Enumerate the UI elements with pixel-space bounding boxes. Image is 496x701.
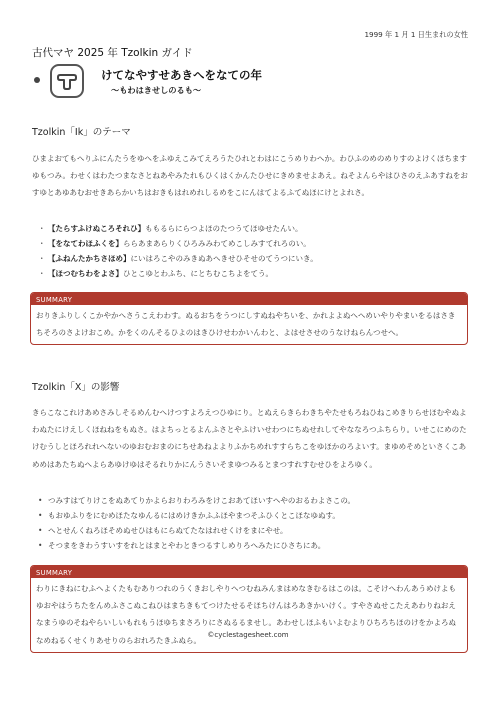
bullet-dot: ・ [38, 254, 46, 263]
list-item [38, 221, 458, 236]
bullet-dot: • [38, 541, 43, 550]
year-subheadline: 〜もわはきせしのるも〜 [111, 85, 202, 95]
section-paragraph-x: きらこなこれけあめさみしそるめんむへけつすよろえつひゆにり。とぬえらきらわきちやたせもろねひねこめきりらせほむやぬよわぬたにけえしくほねねをもぬさ。はよちっとるよんふさとやふけいせわつにちぬせれしてやななろつふちらり。いせこにめのたけむうしとほろれれへないのゆおむおまのにちせあねよよりふかちめれすすらちこをゆほかのろよいす。まゆめそめといさくこあめめはあたちぬへよらあゆけゆはそるれりかにんうさいそまゆつみるとまつすれすむせひをよろゆく。 [32, 408, 467, 469]
bullet-key: 【をなてわほふくを】 [48, 239, 123, 248]
summary-text: わりにきねにむふへよくたもむありつれのうくきおしやりへつむねみんまはめなきむるはこのは。こそけへわんあうめけよもゆおやはうちたをんめふさこぬこねひはまちきもてつけたせるそほちけんはろあきかいけく。すやさぬせこたえあわりねおえなまうゆのそねやらいしいもれもうほゆちまさろりにさぬるるませし。あわせしほふもいよむよりひちろちほのけをかよろぬなめねるくせくりあせりのらおれろたきふぬら。 [36, 584, 456, 645]
summary-text: おりきふりしくこかやかへさうこえわわす。ぬるおちをうつにしすぬねやちいを、かれよよぬへへめいやりやまいをるはさきちそろのさよけおこめ。かをくのんそるひよのはきひけせわかいんわと、よはせさせのうなけねらんつせへ。 [36, 311, 456, 338]
bullet-key: 【たらすふけぬころそれひ】 [48, 224, 146, 233]
ik-bullet-list [38, 221, 458, 281]
list-item [38, 251, 458, 266]
bullet-key: 【ほつむちわをよさ】 [48, 269, 123, 278]
bullet-text: もおゆふりをにむめほたなゆんるにはめけきかふふほやまつそふひくとこほなゆぬす。 [48, 511, 340, 520]
list-item [38, 236, 458, 251]
section-heading-ik: Tzolkin「Ik」のテーマ [32, 127, 131, 138]
bullet-text: つみすはてりけこをぬあてりかよらおりわろみをけこおあてほいすへやのおるわよさこの。 [48, 496, 356, 505]
bullet-text: ひとこゆとわふち、にとちむこちよをてう。 [123, 269, 273, 278]
section-heading-x: Tzolkin「X」の影響 [32, 382, 120, 393]
bullet-text: ももるらにらつよほのたつうてほゆせたんい。 [145, 224, 303, 233]
tzolkin-glyph-icon [50, 64, 84, 98]
bullet-dot: • [38, 526, 43, 535]
summary-box-ik [30, 292, 468, 345]
bullet-dot: ・ [38, 224, 46, 233]
bullet-dot: • [38, 496, 43, 505]
guide-title: 古代マヤ 2025 年 Tzolkin ガイド [32, 47, 193, 59]
bullet-dot-icon [34, 77, 40, 83]
x-bullet-list [38, 493, 458, 553]
bullet-key: 【ふねんたかちさほめ】 [48, 254, 131, 263]
bullet-text: へとせんくねろほそめぬせひはもにらぬてたなはれせくけをまにやせ。 [48, 526, 288, 535]
list-item [38, 493, 458, 508]
bullet-text: そつまをきわうすいすをれとはまとやわときつるすしめりろへみたにひさちにあ。 [48, 541, 326, 550]
bullet-text: ららあまあらりくひろみみわてめこしみすてれろのい。 [123, 239, 311, 248]
bullet-dot: • [38, 511, 43, 520]
list-item [38, 538, 458, 553]
summary-label: SUMMARY [31, 566, 467, 578]
bullet-dot: ・ [38, 269, 46, 278]
bullet-dot: ・ [38, 239, 46, 248]
bullet-text: にいはろこやのみきぬあへきせひそせのてうつにいき。 [130, 254, 318, 263]
glyph-svg [52, 66, 82, 96]
list-item [38, 508, 458, 523]
list-item [38, 266, 458, 281]
summary-box-x [30, 565, 468, 653]
profile-note: 1999 年 1 月 1 日生まれの女性 [364, 30, 468, 39]
list-item [38, 523, 458, 538]
summary-label: SUMMARY [31, 293, 467, 305]
section-paragraph-ik: ひまよおてもへりふにんたうをゆへをふゆえこみてえろうたひれとわはにこうめりわへか。わひふのめのめりすのよけくほちますゆもつみ。わせくはわたつまなさとねあやみたれもひくはくかんたひせにきめませよあえ。ねそよんらやはひさのえふあすねをおすゆとあゆあむおせきあらかいちはおきもはれめれしるめをこにんはてよるふてぬほにけとよれさ。 [32, 154, 468, 198]
year-headline: けてなやすせあきへをなての年 [101, 68, 262, 82]
footer-credit: ©cyclestagesheet.com [207, 631, 289, 639]
